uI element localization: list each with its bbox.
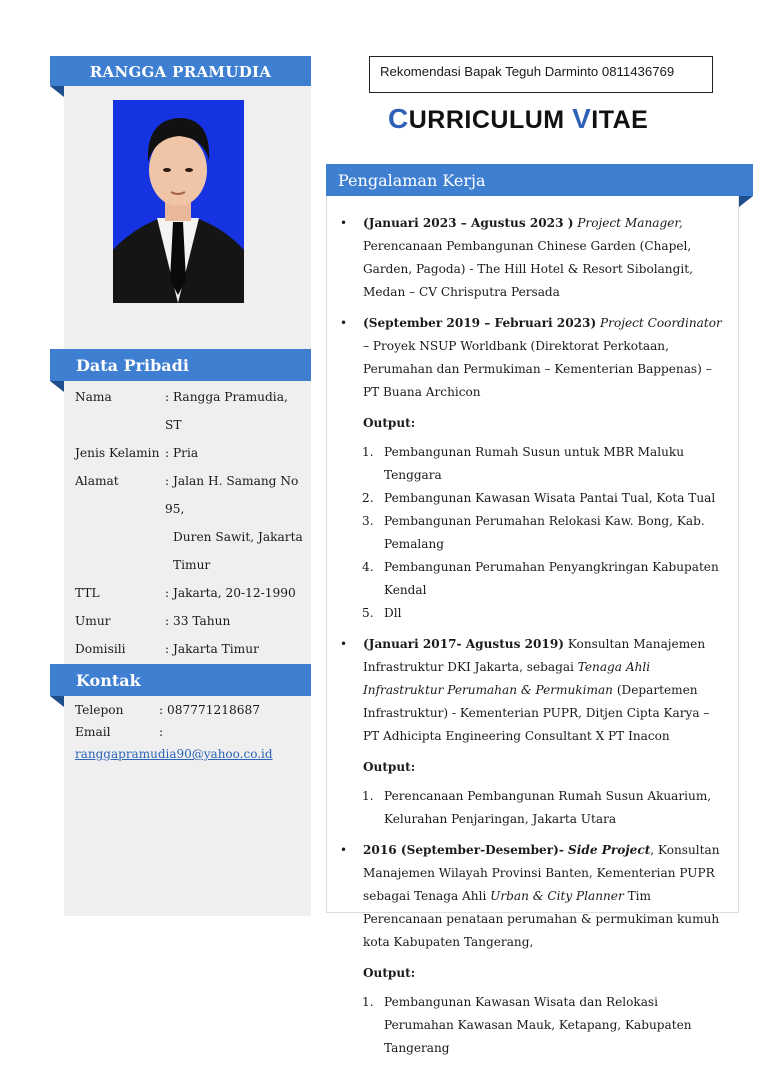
list-item: 1. Perencanaan Pembangunan Rumah Susun Akuarium, Kelurahan Penjaringan, Jakarta Utara (362, 789, 712, 826)
job-description: Konsultan Manajemen Infrastruktur DKI Jakarta, sebagai (363, 637, 706, 674)
contact-row-email (75, 721, 273, 743)
list-item: 5. Dll (362, 606, 402, 620)
job-role: Project Coordinator (600, 316, 722, 330)
info-key: Nama (75, 390, 112, 404)
personal-row-gender (75, 439, 305, 467)
personal-row-birth (75, 579, 305, 607)
job-description: (Departemen Infrastruktur) - Kementerian PUPR, Ditjen Cipta Karya – PT Adhicipta Engineering Consultant X PT Inacon (363, 683, 710, 743)
email-link[interactable]: ranggapramudia90@yahoo.co.id (75, 747, 273, 761)
title-initial-v: V (572, 103, 592, 134)
job-period: (Januari 2023 – Agustus 2023 ) (363, 216, 574, 230)
phone-value: : 087771218687 (159, 703, 261, 717)
job-period: (Januari 2017- Agustus 2019) (363, 637, 564, 651)
info-key: Alamat (75, 474, 119, 488)
info-value-continued: Duren Sawit, Jakarta (173, 530, 303, 544)
job-description: Tim Perencanaan penataan perumahan & permukiman kumuh kota Kabupaten Tangerang, (363, 889, 720, 949)
heading-fold-decoration (50, 696, 64, 707)
contact-row-phone (75, 699, 273, 721)
info-key: Umur (75, 614, 111, 628)
job-role: Tenaga Ahli Infrastruktur Perumahan & Permukiman (363, 660, 651, 697)
bullet: • (340, 843, 348, 857)
job-entry (338, 212, 724, 304)
output-list (362, 785, 724, 831)
job-entry (338, 312, 724, 404)
info-value: : Rangga Pramudia, ST (165, 390, 288, 432)
output-label: Output: (363, 760, 416, 774)
email-separator: : (159, 725, 164, 739)
work-experience-heading: Pengalaman Kerja (326, 164, 753, 196)
info-value: : Pria (165, 446, 199, 460)
profile-photo (113, 100, 244, 303)
job-description: Perencanaan Pembangunan Chinese Garden (Chapel, Garden, Pagoda) - The Hill Hotel & Resort Sibolangit, Medan – CV Chrisputra Persada (363, 239, 693, 299)
page-title (388, 103, 648, 135)
personal-row-age (75, 607, 305, 635)
name-banner: RANGGA PRAMUDIA (50, 56, 311, 86)
job-role: Project Manager, (577, 216, 683, 230)
heading-fold-decoration (50, 381, 64, 392)
job-entry (338, 839, 724, 954)
list-item: 1. Pembangunan Rumah Susun untuk MBR Maluku Tenggara (362, 445, 685, 482)
output-label: Output: (363, 966, 416, 980)
info-value: : Jakarta, 20-12-1990 (165, 586, 296, 600)
list-item: 3. Pembangunan Perumahan Relokasi Kaw. Bong, Kab. Pemalang (362, 514, 705, 551)
list-item: 2. Pembangunan Kawasan Wisata Pantai Tual, Kota Tual (362, 491, 716, 505)
job-period: (September 2019 – Februari 2023) (363, 316, 597, 330)
recommendation-box: Rekomendasi Bapak Teguh Darminto 0811436769 (369, 56, 713, 93)
info-key: TTL (75, 586, 100, 600)
contact-key: Email (75, 725, 111, 739)
contact-row-email-link (75, 743, 273, 765)
bullet: • (340, 637, 348, 651)
list-item: 1. Pembangunan Kawasan Wisata dan Relokasi Perumahan Kawasan Mauk, Ketapang, Kabupaten Tangerang (362, 995, 692, 1055)
job-role: Urban & City Planner (490, 889, 624, 903)
job-description: , Konsultan Manajemen Wilayah Provinsi Banten, Kementerian PUPR sebagai Tenaga Ahli (363, 843, 720, 903)
personal-row-address-cont (75, 523, 305, 551)
contact-table (75, 699, 273, 765)
info-key: Jenis Kelamin (75, 446, 160, 460)
banner-fold-decoration (50, 86, 64, 97)
title-initial-c: C (388, 103, 409, 134)
personal-data-heading: Data Pribadi (50, 349, 311, 381)
info-value: : 33 Tahun (165, 614, 231, 628)
info-key: Domisili (75, 642, 126, 656)
work-experience-list (338, 212, 724, 1068)
personal-data-table (75, 383, 305, 663)
info-value: : Jalan H. Samang No 95, (165, 474, 299, 516)
output-list (362, 441, 724, 625)
job-entry (338, 633, 724, 748)
job-role: Side Project (563, 843, 651, 857)
heading-fold-decoration (739, 196, 753, 207)
output-list (362, 991, 724, 1060)
info-value: : Jakarta Timur (165, 642, 259, 656)
personal-row-address (75, 467, 305, 523)
bullet: • (340, 316, 348, 330)
info-value-continued: Timur (173, 558, 211, 572)
personal-row-name (75, 383, 305, 439)
job-period: 2016 (September-Desember)- (363, 843, 564, 857)
list-item: 4. Pembangunan Perumahan Penyangkringan Kabupaten Kendal (362, 560, 719, 597)
title-part: ITAE (591, 106, 649, 134)
personal-row-address-cont (75, 551, 305, 579)
contact-heading: Kontak (50, 664, 311, 696)
contact-key: Telepon (75, 703, 124, 717)
job-description: – Proyek NSUP Worldbank (Direktorat Perkotaan, Perumahan dan Permukiman – Kementerian Bappenas) – PT Buana Archicon (363, 339, 712, 399)
title-part: URRICULUM (408, 106, 573, 134)
personal-row-domicile (75, 635, 305, 663)
output-label: Output: (363, 416, 416, 430)
bullet: • (340, 216, 348, 230)
